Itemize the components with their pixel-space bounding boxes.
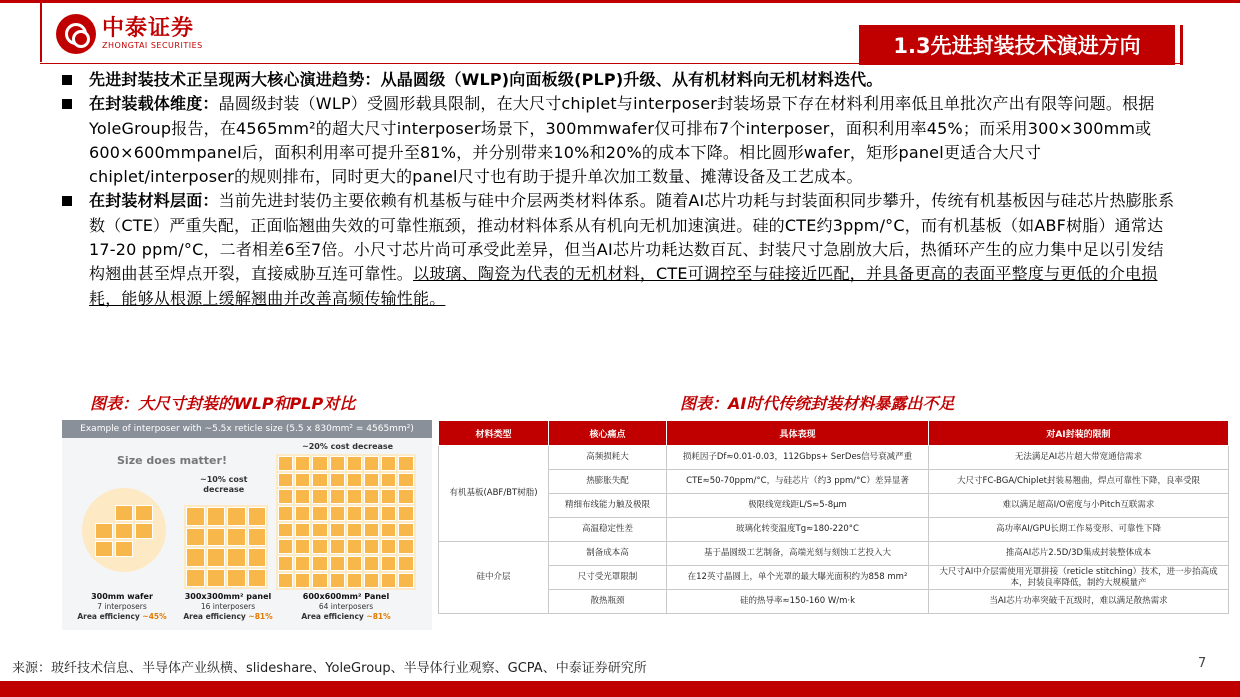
interposer-cell (398, 539, 413, 554)
interposer-cell (381, 523, 396, 538)
interposer-cell (295, 456, 310, 471)
detail-cell: 硅的热导率≈150-160 W/m·k (667, 590, 929, 614)
interposer-cell (381, 539, 396, 554)
interposer-cell (295, 523, 310, 538)
figure-left-title: 图表：大尺寸封装的WLP和PLP对比 (90, 394, 356, 413)
brand-logo-icon (56, 14, 96, 54)
limit-cell: 大尺寸FC-BGA/Chiplet封装易翘曲，焊点可靠性下降，良率受限 (929, 470, 1229, 494)
interposer-cell (295, 573, 310, 588)
table-header-cell: 材料类型 (439, 421, 549, 446)
detail-cell: 基于晶圆级工艺制备，高端光刻与刻蚀工艺投入大 (667, 542, 929, 566)
interposer-cell (398, 456, 413, 471)
interposer-cell (347, 539, 362, 554)
caption-efficiency: Area efficiency ~81% (301, 612, 391, 621)
interposer-cell (312, 506, 327, 521)
caption-title: 300x300mm² panel (184, 592, 272, 601)
interposer-cell (398, 573, 413, 588)
pain-cell: 制备成本高 (549, 542, 667, 566)
interposer-cell (347, 489, 362, 504)
cost-10-label (200, 475, 247, 495)
interposer-cell (295, 473, 310, 488)
interposer-cell (278, 489, 293, 504)
interposer-cell (347, 506, 362, 521)
caption-count: 16 interposers (200, 602, 256, 611)
interposer-cell (364, 473, 379, 488)
source-note: 来源：玻纤技术信息、半导体产业纵横、slideshare、YoleGroup、半导体行业观察、GCPA、中泰证券研究所 (12, 661, 647, 676)
caption-wafer (67, 592, 177, 622)
caption-title: 600x600mm² Panel (302, 592, 390, 601)
cost-10-line1: ~10% cost (200, 475, 248, 484)
interposer-cell (278, 523, 293, 538)
interposer-cell (381, 489, 396, 504)
panel-300-grid (186, 507, 266, 587)
interposer-cell (312, 523, 327, 538)
pain-cell: 高温稳定性差 (549, 518, 667, 542)
interposer-cell (398, 556, 413, 571)
cost-10-line2: decrease (203, 485, 245, 494)
table-row (439, 542, 1229, 566)
interposer-cell (330, 573, 345, 588)
bullet-2-text: 晶圆级封装（WLP）受圆形载具限制，在大尺寸chiplet与interposer封装场景下存在材料利用率低且单批次产出有限等问题。根据YoleGroup报告，在4565mm²的超大尺寸interposer场景下，300mmwafer仅可排布7个interposer，面积利用率45%；而采用300×300mm或600×600mmpanel后，面积利用率可提升至81%，并分别带来10%和20%的成本下降。相比圆形wafer，矩形panel更适合大尺寸chiplet/interposer的规则排布，同时更大的panel尺寸也有助于提升单次加工数量、摊薄设备及工艺成本。 (89, 94, 1155, 187)
bullet-3-underline: 以玻璃、陶瓷为代表的无机材料，CTE可调控至与硅接近匹配，并具备更高的表面平整度与更低的介电损耗，能够从根源上缓解翘曲并改善高频传输性能。 (89, 264, 1158, 308)
caption-panel-300 (174, 592, 282, 622)
bullet-3-lead: 在封装材料层面： (89, 191, 219, 211)
bullet-square-icon (62, 99, 72, 109)
bullet-3 (62, 189, 1177, 310)
pain-cell: 热膨胀失配 (549, 470, 667, 494)
interposer-cell (398, 489, 413, 504)
left-rule (40, 0, 42, 62)
interposer-cell (312, 573, 327, 588)
interposer-cell (312, 489, 327, 504)
pain-cell: 精细布线能力触及极限 (549, 494, 667, 518)
bullet-1-text: 先进封装技术正呈现两大核心演进趋势：从晶圆级（WLP)向面板级(PLP)升级、从有机材料向无机材料迭代。 (89, 70, 883, 89)
footer-bar (0, 681, 1240, 697)
interposer-cell (330, 556, 345, 571)
table-row (439, 518, 1229, 542)
interposer-cell (347, 556, 362, 571)
interposer-cell (398, 523, 413, 538)
interposer-cell (312, 456, 327, 471)
caption-efficiency: Area efficiency ~81% (183, 612, 273, 621)
interposer-cell (364, 506, 379, 521)
interposer-cell (330, 489, 345, 504)
materials-table (438, 420, 1229, 614)
interposer-cell (381, 456, 396, 471)
interposer-cell (295, 506, 310, 521)
caption-efficiency: Area efficiency ~45% (77, 612, 167, 621)
brand-name-en: ZHONGTAI SECURITIES (102, 41, 203, 50)
interposer-cell (330, 539, 345, 554)
interposer-cell (381, 506, 396, 521)
interposer-cell (347, 523, 362, 538)
interposer-cell (364, 523, 379, 538)
interposer-cell (278, 473, 293, 488)
interposer-cell (398, 473, 413, 488)
interposer-cell (364, 456, 379, 471)
limit-cell: 高功率AI/GPU长期工作易变形、可靠性下降 (929, 518, 1229, 542)
table-row (439, 590, 1229, 614)
caption-count: 7 interposers (97, 602, 147, 611)
caption-panel-600 (290, 592, 402, 622)
interposer-cell (347, 456, 362, 471)
detail-cell: CTE≈50-70ppm/°C，与硅芯片（约3 ppm/°C）差异显著 (667, 470, 929, 494)
size-label: Size does matter! (117, 454, 227, 467)
bullet-2 (62, 92, 1177, 189)
pain-cell: 尺寸受光罩限制 (549, 566, 667, 590)
interposer-cell (398, 506, 413, 521)
bullet-3-text: 当前先进封装仍主要依赖有机基板与硅中介层两类材料体系。随着AI芯片功耗与封装面积同步攀升，传统有机基板因与硅芯片热膨胀系数（CTE）严重失配，正面临翘曲失效的可靠性瓶颈，推动材料体系从有机向无机加速演进。硅的CTE约3ppm/°C，而有机基板（如ABF树脂）通常达17-20 ppm/°C，二者相差6至7倍。小尺寸芯片尚可承受此差异，但当AI芯片功耗达数百瓦、封装尺寸急剧放大后，热循环产生的应力集中足以引发结构翘曲甚至焊点开裂，直接威胁互连可靠性。 (89, 191, 1175, 284)
bullet-square-icon (62, 75, 72, 85)
interposer-cell (278, 573, 293, 588)
interposer-cell (295, 556, 310, 571)
table-header-cell: 核心痛点 (549, 421, 667, 446)
table-row (439, 470, 1229, 494)
figure-banner: Example of interposer with ~5.5x reticle size (5.5 x 830mm² = 4565mm²) (62, 420, 432, 438)
interposer-cell (364, 556, 379, 571)
cost-20-label: ~20% cost decrease (302, 442, 394, 451)
panel-600-grid (278, 456, 414, 588)
slide-title: 1.3先进封装技术演进方向 (859, 25, 1175, 65)
header-divider (40, 63, 1183, 64)
interposer-cell (278, 456, 293, 471)
interposer-cell (295, 489, 310, 504)
pain-cell: 散热瓶颈 (549, 590, 667, 614)
material-type-cell: 硅中介层 (439, 542, 549, 614)
interposer-cell (278, 539, 293, 554)
table-header-cell: 具体表现 (667, 421, 929, 446)
detail-cell: 在12英寸晶圆上，单个光罩的最大曝光面积约为858 mm² (667, 566, 929, 590)
pain-cell: 高频损耗大 (549, 446, 667, 470)
caption-title: 300mm wafer (91, 592, 153, 601)
brand-name-cn: 中泰证券 (102, 16, 195, 41)
interposer-cell (278, 506, 293, 521)
interposer-cell (295, 539, 310, 554)
body-text (62, 68, 1177, 311)
material-type-cell: 有机基板(ABF/BT树脂) (439, 446, 549, 542)
wafer-interposer-grid (95, 505, 153, 557)
interposer-cell (381, 573, 396, 588)
limit-cell: 当AI芯片功率突破千瓦级时，难以满足散热需求 (929, 590, 1229, 614)
page-number: 7 (1198, 656, 1207, 671)
table-row (439, 494, 1229, 518)
interposer-cell (330, 473, 345, 488)
interposer-cell (312, 556, 327, 571)
brand-logo (56, 14, 203, 54)
wlp-plp-figure (62, 420, 432, 630)
interposer-cell (330, 456, 345, 471)
interposer-cell (381, 556, 396, 571)
detail-cell: 损耗因子Df≈0.01-0.03，112Gbps+ SerDes信号衰减严重 (667, 446, 929, 470)
interposer-cell (364, 573, 379, 588)
limit-cell: 推高AI芯片2.5D/3D集成封装整体成本 (929, 542, 1229, 566)
figure-right-title: 图表：AI时代传统封装材料暴露出不足 (680, 394, 955, 413)
bullet-square-icon (62, 196, 72, 206)
table-row (439, 446, 1229, 470)
interposer-cell (278, 556, 293, 571)
limit-cell: 无法满足AI芯片超大带宽通信需求 (929, 446, 1229, 470)
table-header-cell: 对AI封装的限制 (929, 421, 1229, 446)
top-rule (0, 0, 1240, 3)
interposer-cell (364, 539, 379, 554)
interposer-cell (347, 473, 362, 488)
detail-cell: 极限线宽线距L/S≈5-8μm (667, 494, 929, 518)
table-row (439, 566, 1229, 590)
title-accent-bar (1180, 25, 1183, 65)
interposer-cell (347, 573, 362, 588)
limit-cell: 难以满足超高I/O密度与小Pitch互联需求 (929, 494, 1229, 518)
interposer-cell (381, 473, 396, 488)
table-header-row (439, 421, 1229, 446)
interposer-cell (364, 489, 379, 504)
interposer-cell (330, 523, 345, 538)
bullet-1 (62, 68, 1177, 92)
interposer-cell (312, 473, 327, 488)
interposer-cell (312, 539, 327, 554)
limit-cell: 大尺寸AI中介层需使用光罩拼接（reticle stitching）技术，进一步抬高成本，封装良率降低，制约大规模量产 (929, 566, 1229, 590)
interposer-cell (330, 506, 345, 521)
bullet-2-lead: 在封装载体维度： (89, 94, 219, 114)
detail-cell: 玻璃化转变温度Tg≈180-220°C (667, 518, 929, 542)
caption-count: 64 interposers (318, 602, 374, 611)
